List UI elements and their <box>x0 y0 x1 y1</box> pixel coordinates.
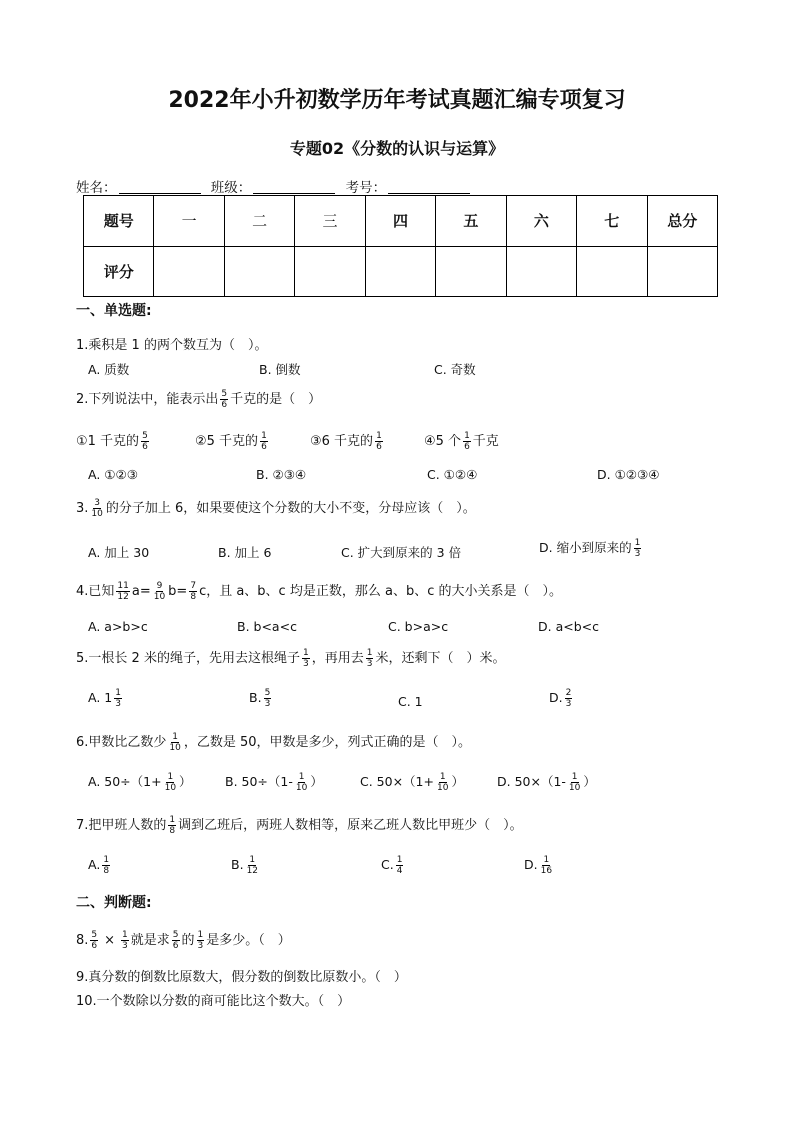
q5-option-d[interactable]: D. $\frac{2}{3}$ <box>549 688 572 709</box>
student-info-line <box>76 176 476 196</box>
fraction: $\frac{5}{6}$ <box>142 431 148 452</box>
fraction: $\frac{5}{6}$ <box>221 389 228 410</box>
question-3: 3. $\frac{3}{10}$ 的分子加上 6，如果要使这个分数的大小不变，分母应该（ ）。 <box>76 498 476 519</box>
score-cell[interactable] <box>295 246 365 297</box>
question-9: 9.真分数的倒数比原数大，假分数的倒数比原数小。（ ） <box>76 970 407 985</box>
score-table <box>83 195 718 297</box>
q7-option-a[interactable]: A. $\frac{1}{8}$ <box>88 855 110 876</box>
page-title: 2022年小升初数学历年考试真题汇编专项复习 <box>168 88 626 113</box>
fraction: $\frac{1}{8}$ <box>169 815 176 836</box>
fraction: $\frac{1}{6}$ <box>261 431 267 452</box>
fraction: $\frac{11}{12}$ <box>117 581 129 602</box>
name-label: 姓名： <box>76 180 117 196</box>
q3-option-b[interactable]: B. 加上 6 <box>218 545 272 560</box>
header-cell: 七 <box>577 196 647 247</box>
question-6: 6.甲数比乙数少 $\frac{1}{10}$ ，乙数是 50，甲数是多少，列式正确的是（ ）。 <box>76 732 472 753</box>
q1-option-a[interactable]: A. 质数 <box>88 362 130 377</box>
fraction: $\frac{1}{12}$ <box>246 855 259 876</box>
question-10: 10.一个数除以分数的商可能比这个数大。（ ） <box>76 994 351 1009</box>
q6-option-c[interactable]: C. 50×（1+ $\frac{1}{10}$ ） <box>360 772 464 793</box>
q4-option-a[interactable]: A. a>b>c <box>88 619 148 634</box>
exam-number-blank[interactable] <box>388 179 470 194</box>
q2-statement-1: ①1 千克的 $\frac{5}{6}$ <box>76 431 148 452</box>
q6-option-b[interactable]: B. 50÷（1- $\frac{1}{10}$ ） <box>225 772 323 793</box>
question-1: 1.乘积是 1 的两个数互为（ ）。 <box>76 338 268 353</box>
score-cell[interactable] <box>577 246 647 297</box>
q6-option-a[interactable]: A. 50÷（1+ $\frac{1}{10}$ ） <box>88 772 192 793</box>
fraction: $\frac{1}{10}$ <box>568 772 581 793</box>
score-cell[interactable] <box>365 246 435 297</box>
q2-option-c[interactable]: C. ①②④ <box>427 467 478 482</box>
fraction: $\frac{1}{10}$ <box>164 772 177 793</box>
name-blank[interactable] <box>119 179 201 194</box>
q2-option-d[interactable]: D. ①②③④ <box>597 467 660 482</box>
fraction: $\frac{1}{3}$ <box>197 930 204 951</box>
score-cell[interactable] <box>506 246 576 297</box>
q5-option-c[interactable]: C. 1 <box>398 694 423 709</box>
q5-option-b[interactable]: B. $\frac{5}{3}$ <box>249 688 271 709</box>
fraction: $\frac{7}{8}$ <box>190 581 197 602</box>
fraction: $\frac{1}{6}$ <box>376 431 382 452</box>
fraction: $\frac{5}{3}$ <box>264 688 271 709</box>
fraction: $\frac{1}{10}$ <box>436 772 449 793</box>
score-cell[interactable] <box>224 246 294 297</box>
q1-option-b[interactable]: B. 倒数 <box>259 362 301 377</box>
header-cell: 六 <box>506 196 576 247</box>
q2-statement-2: ②5 千克的 $\frac{1}{6}$ <box>195 431 267 452</box>
q1-option-c[interactable]: C. 奇数 <box>434 362 476 377</box>
fraction: $\frac{1}{6}$ <box>464 431 470 452</box>
section-title-true-false: 二、判断题: <box>76 895 152 911</box>
header-cell: 二 <box>224 196 294 247</box>
score-table-score-row <box>84 246 718 297</box>
score-cell[interactable] <box>647 246 718 297</box>
fraction: $\frac{1}{8}$ <box>103 855 110 876</box>
fraction: $\frac{1}{3}$ <box>115 688 121 709</box>
header-cell: 三 <box>295 196 365 247</box>
q4-option-b[interactable]: B. b<a<c <box>237 619 297 634</box>
fraction: $\frac{1}{10}$ <box>295 772 308 793</box>
fraction: $\frac{3}{10}$ <box>91 498 103 519</box>
page-subtitle: 专题02《分数的认识与运算》 <box>289 139 505 158</box>
header-cell: 题号 <box>84 196 154 247</box>
question-2 <box>76 388 321 410</box>
score-table-header-row <box>84 196 718 247</box>
fraction: $\frac{9}{10}$ <box>153 581 166 602</box>
header-cell: 五 <box>436 196 506 247</box>
q3-option-d[interactable]: D. 缩小到原来的 $\frac{1}{3}$ <box>539 538 641 559</box>
question-8: 8. $\frac{5}{6}$ × $\frac{1}{3}$ 就是求 $\frac{5}{6}$ 的 $\frac{1}{3}$ 是多少。（ ） <box>76 930 291 951</box>
header-cell: 一 <box>154 196 224 247</box>
fraction: $\frac{5}{6}$ <box>91 930 98 951</box>
q2-statement-3: ③6 千克的 $\frac{1}{6}$ <box>310 431 382 452</box>
row-label: 评分 <box>84 246 154 297</box>
q4-option-c[interactable]: C. b>a>c <box>388 619 449 634</box>
fraction: $\frac{1}{3}$ <box>634 538 641 559</box>
fraction: $\frac{5}{6}$ <box>172 930 179 951</box>
fraction: $\frac{2}{3}$ <box>565 688 572 709</box>
fraction: $\frac{1}{3}$ <box>122 930 128 951</box>
fraction: $\frac{1}{4}$ <box>396 855 403 876</box>
exam-number-label: 考号： <box>345 180 387 196</box>
fraction: $\frac{1}{3}$ <box>302 648 309 669</box>
q2-option-a[interactable]: A. ①②③ <box>88 467 138 482</box>
score-cell[interactable] <box>154 246 224 297</box>
q3-option-a[interactable]: A. 加上 30 <box>88 545 150 560</box>
class-blank[interactable] <box>253 179 335 194</box>
fraction: $\frac{1}{10}$ <box>169 732 181 753</box>
q2-statement-4: ④5 个 $\frac{1}{6}$ 千克 <box>424 431 499 452</box>
q2-text-end: 千克的是（ ） <box>230 392 322 407</box>
q6-option-d[interactable]: D. 50×（1- $\frac{1}{10}$ ） <box>497 772 596 793</box>
header-cell: 总分 <box>647 196 718 247</box>
question-4: 4.已知 $\frac{11}{12}$ a= $\frac{9}{10}$ b= $\frac{7}{8}$ c，且 a、b、c 均是正数，那么 a、b、c 的大小关系是（ ）。 <box>76 581 562 602</box>
fraction: $\frac{1}{3}$ <box>366 648 373 669</box>
q3-option-c[interactable]: C. 扩大到原来的 3 倍 <box>341 545 462 560</box>
section-title-single-choice: 一、单选题: <box>76 303 152 319</box>
question-7: 7.把甲班人数的 $\frac{1}{8}$ 调到乙班后，两班人数相等，原来乙班人数比甲班少（ ）。 <box>76 815 523 836</box>
class-label: 班级： <box>210 180 252 196</box>
header-cell: 四 <box>365 196 435 247</box>
q7-option-d[interactable]: D. $\frac{1}{16}$ <box>524 855 553 876</box>
q7-option-c[interactable]: C. $\frac{1}{4}$ <box>381 855 403 876</box>
q5-option-a[interactable]: A. 1 $\frac{1}{3}$ <box>88 688 121 709</box>
q7-option-b[interactable]: B. $\frac{1}{12}$ <box>231 855 259 876</box>
fraction: $\frac{1}{16}$ <box>540 855 553 876</box>
score-cell[interactable] <box>436 246 506 297</box>
q2-text: 2.下列说法中，能表示出 <box>76 392 219 407</box>
q4-option-d[interactable]: D. a<b<c <box>538 619 599 634</box>
q2-option-b[interactable]: B. ②③④ <box>256 467 307 482</box>
question-5: 5.一根长 2 米的绳子，先用去这根绳子 $\frac{1}{3}$ ，再用去 $\frac{1}{3}$ 米，还剩下（ ）米。 <box>76 648 506 669</box>
